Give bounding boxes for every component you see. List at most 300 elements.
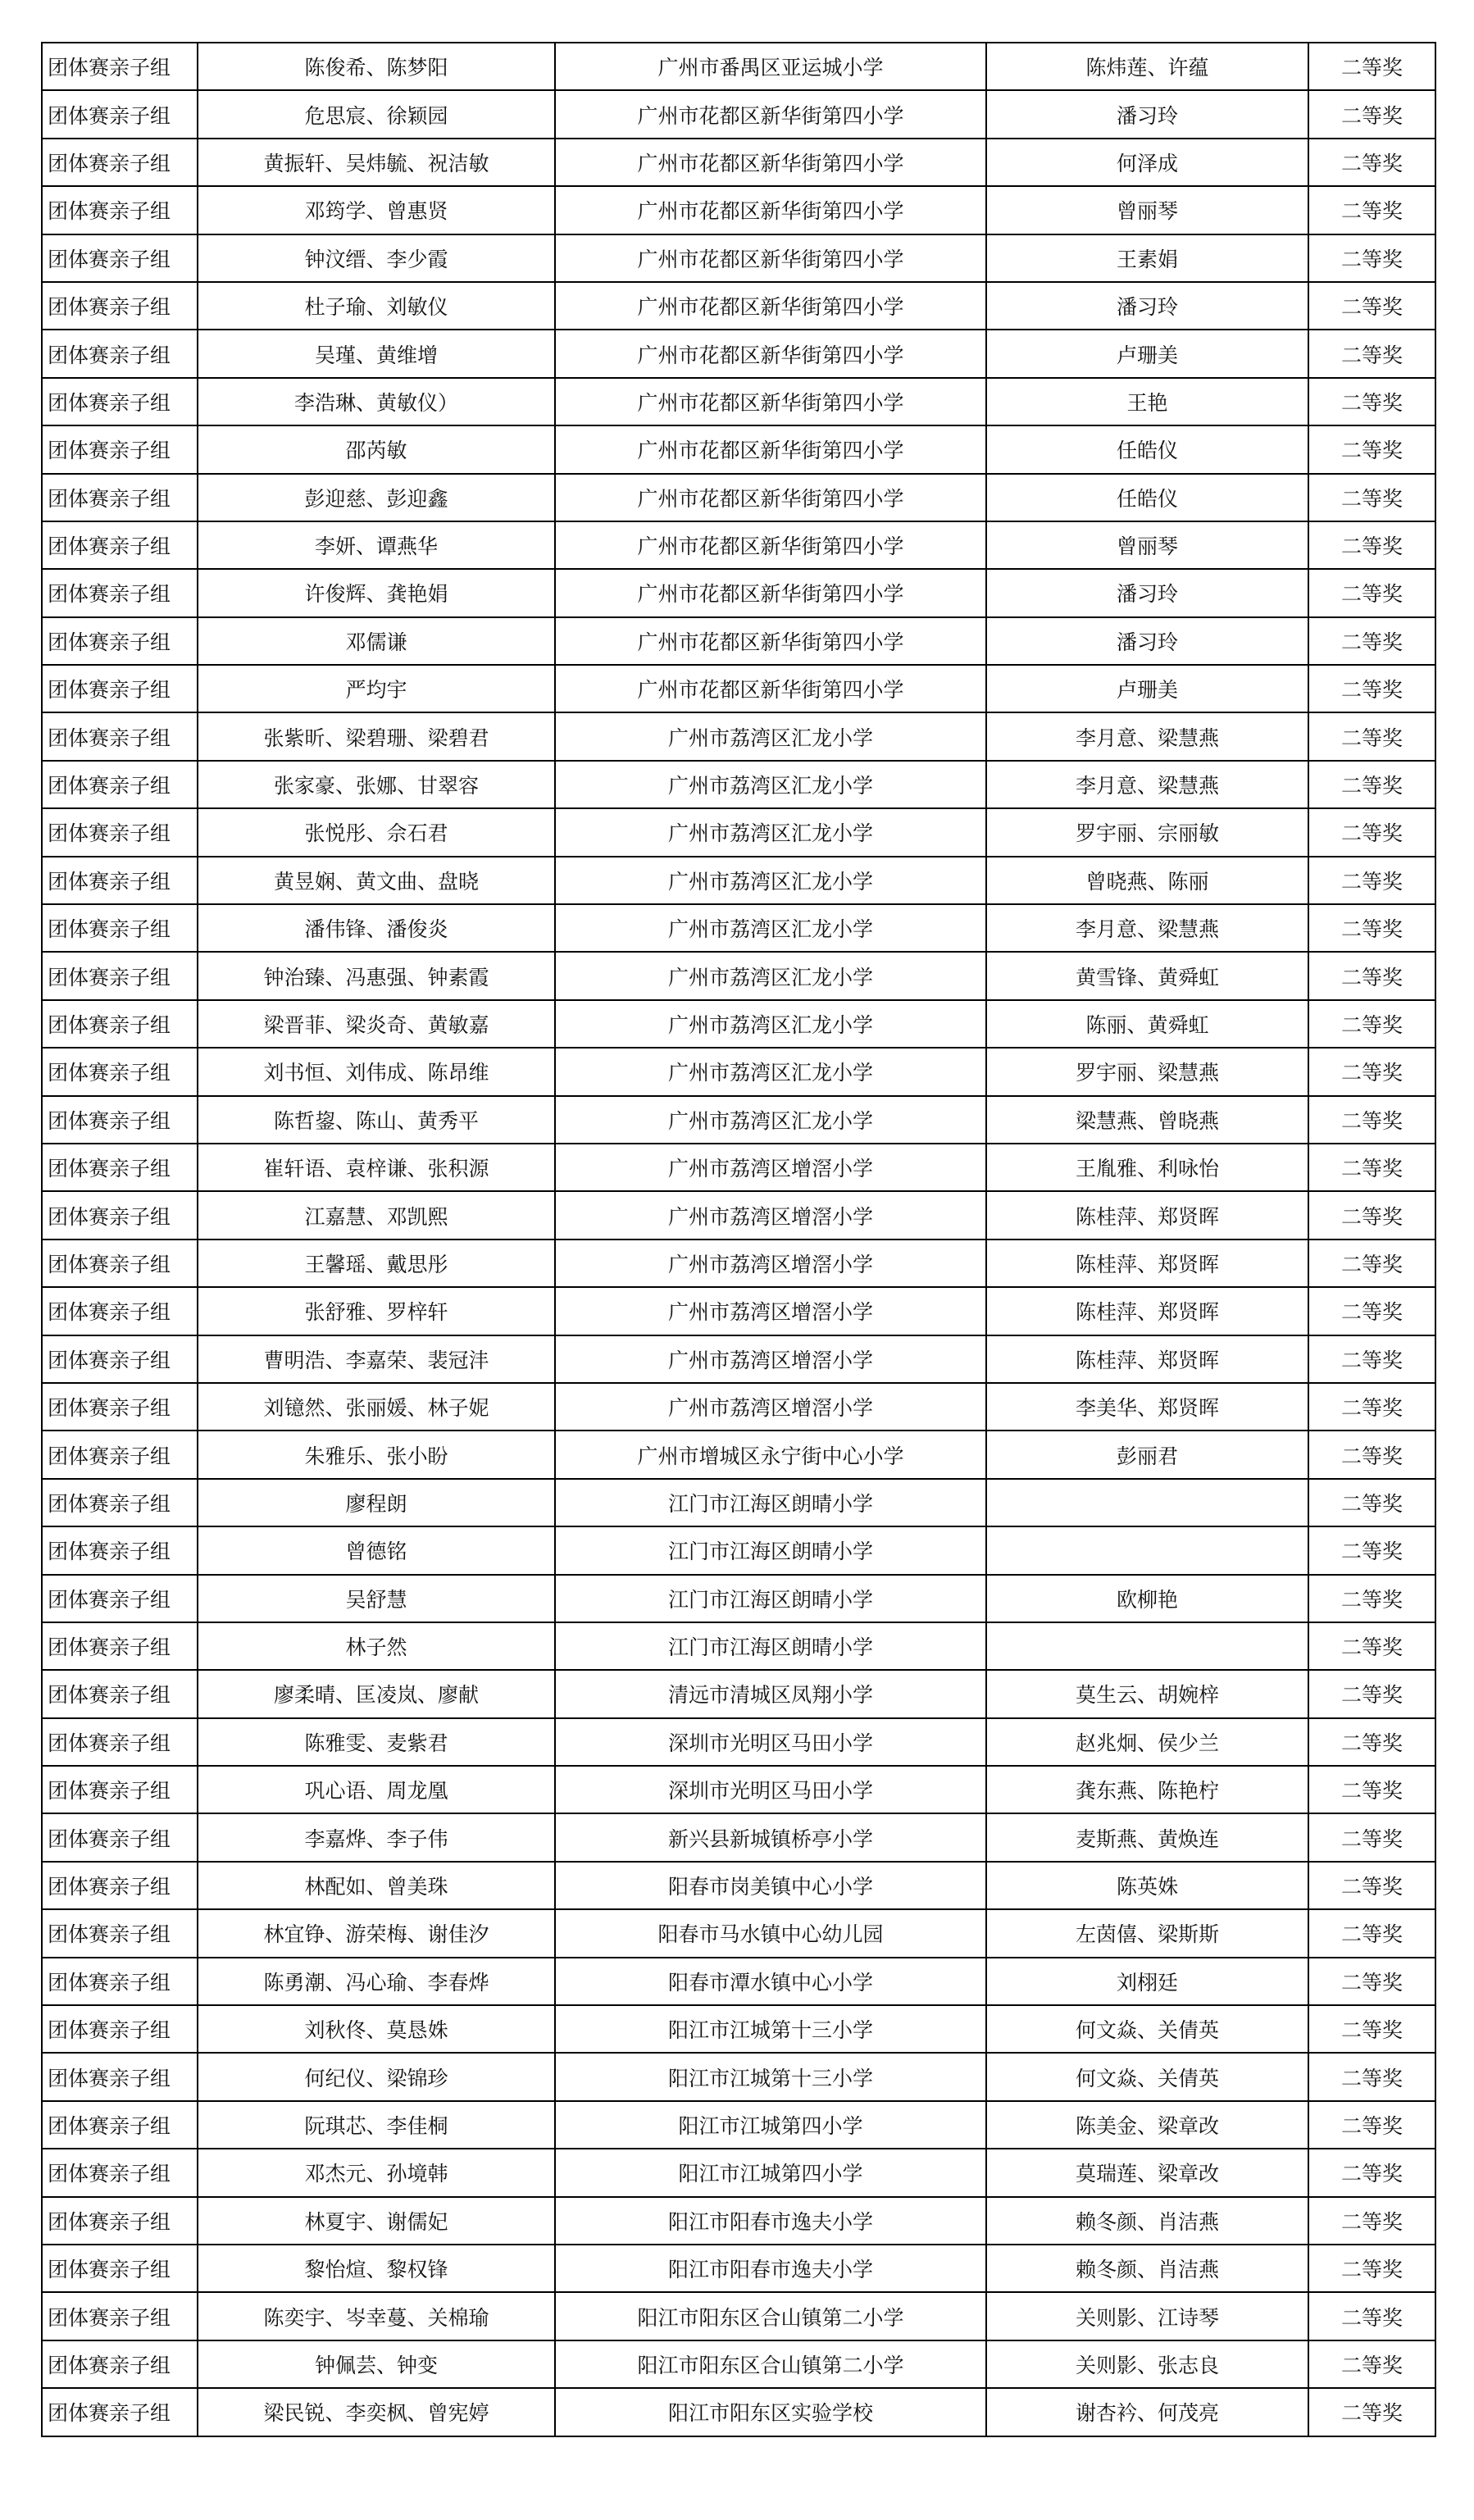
award-cell: 二等奖 [1308,1287,1435,1335]
teacher-cell: 龚东燕、陈艳柠 [986,1766,1308,1813]
table-row [42,1048,1435,1095]
participant-names-cell: 李妍、谭燕华 [198,521,555,569]
school-cell: 广州市花都区新华街第四小学 [555,521,986,569]
award-cell: 二等奖 [1308,1144,1435,1191]
school-cell: 阳江市江城第十三小学 [555,2053,986,2100]
teacher-cell: 潘习玲 [986,569,1308,616]
teacher-cell: 何泽成 [986,139,1308,186]
teacher-cell: 李月意、梁慧燕 [986,761,1308,808]
participant-names-cell: 梁晋菲、梁炎奇、黄敏嘉 [198,1000,555,1048]
category-cell: 团体赛亲子组 [42,425,198,473]
table-row [42,1622,1435,1670]
award-cell: 二等奖 [1308,330,1435,377]
category-cell: 团体赛亲子组 [42,139,198,186]
teacher-cell: 赵兆炯、侯少兰 [986,1718,1308,1766]
award-cell: 二等奖 [1308,1526,1435,1574]
table-row [42,2340,1435,2388]
table-row [42,665,1435,712]
participant-names-cell: 廖程朗 [198,1479,555,1526]
school-cell: 深圳市光明区马田小学 [555,1766,986,1813]
award-cell: 二等奖 [1308,2340,1435,2388]
participant-names-cell: 李嘉烨、李子伟 [198,1813,555,1861]
award-cell: 二等奖 [1308,1575,1435,1622]
teacher-cell: 欧柳艳 [986,1575,1308,1622]
table-row [42,904,1435,952]
school-cell: 广州市荔湾区增滘小学 [555,1144,986,1191]
teacher-cell: 陈英姝 [986,1862,1308,1909]
category-cell: 团体赛亲子组 [42,808,198,856]
table-row [42,90,1435,138]
table-row [42,282,1435,330]
participant-names-cell: 崔轩语、袁梓谦、张积源 [198,1144,555,1191]
teacher-cell: 谢杏衿、何茂亮 [986,2388,1308,2436]
table-row [42,617,1435,665]
category-cell: 团体赛亲子组 [42,2197,198,2245]
award-cell: 二等奖 [1308,808,1435,856]
participant-names-cell: 钟汶缙、李少霞 [198,234,555,282]
teacher-cell: 曾丽琴 [986,186,1308,234]
participant-names-cell: 钟佩芸、钟变 [198,2340,555,2388]
teacher-cell: 曾晓燕、陈丽 [986,857,1308,904]
school-cell: 广州市荔湾区汇龙小学 [555,1096,986,1144]
participant-names-cell: 张家豪、张娜、甘翠容 [198,761,555,808]
school-cell: 阳春市岗美镇中心小学 [555,1862,986,1909]
category-cell: 团体赛亲子组 [42,378,198,425]
category-cell: 团体赛亲子组 [42,1383,198,1431]
category-cell: 团体赛亲子组 [42,1287,198,1335]
participant-names-cell: 廖柔晴、匡凌岚、廖献 [198,1670,555,1717]
award-cell: 二等奖 [1308,1766,1435,1813]
category-cell: 团体赛亲子组 [42,761,198,808]
table-row [42,425,1435,473]
participant-names-cell: 吴瑾、黄维增 [198,330,555,377]
school-cell: 阳江市江城第四小学 [555,2101,986,2149]
participant-names-cell: 杜子瑜、刘敏仪 [198,282,555,330]
school-cell: 广州市番禺区亚运城小学 [555,43,986,90]
award-cell: 二等奖 [1308,712,1435,760]
table-row [42,761,1435,808]
school-cell: 广州市荔湾区汇龙小学 [555,1048,986,1095]
participant-names-cell: 邓筠学、曾惠贤 [198,186,555,234]
category-cell: 团体赛亲子组 [42,952,198,999]
school-cell: 阳江市阳春市逸夫小学 [555,2245,986,2292]
school-cell: 广州市花都区新华街第四小学 [555,378,986,425]
school-cell: 广州市荔湾区增滘小学 [555,1191,986,1239]
participant-names-cell: 曹明浩、李嘉荣、裴冠沣 [198,1335,555,1383]
school-cell: 新兴县新城镇桥亭小学 [555,1813,986,1861]
school-cell: 广州市荔湾区增滘小学 [555,1383,986,1431]
category-cell: 团体赛亲子组 [42,1670,198,1717]
category-cell: 团体赛亲子组 [42,521,198,569]
school-cell: 江门市江海区朗晴小学 [555,1622,986,1670]
school-cell: 广州市花都区新华街第四小学 [555,90,986,138]
category-cell: 团体赛亲子组 [42,1526,198,1574]
teacher-cell: 任皓仪 [986,474,1308,521]
category-cell: 团体赛亲子组 [42,2149,198,2196]
teacher-cell: 陈桂萍、郑贤晖 [986,1191,1308,1239]
award-cell: 二等奖 [1308,2053,1435,2100]
award-cell: 二等奖 [1308,282,1435,330]
category-cell: 团体赛亲子组 [42,1766,198,1813]
school-cell: 阳江市阳东区合山镇第二小学 [555,2340,986,2388]
table-row [42,1000,1435,1048]
category-cell: 团体赛亲子组 [42,2053,198,2100]
table-row [42,2101,1435,2149]
award-table-body [42,43,1435,2436]
table-row [42,1431,1435,1478]
teacher-cell: 罗宇丽、梁慧燕 [986,1048,1308,1095]
table-row [42,1718,1435,1766]
teacher-cell: 李月意、梁慧燕 [986,904,1308,952]
teacher-cell: 陈桂萍、郑贤晖 [986,1335,1308,1383]
category-cell: 团体赛亲子组 [42,1622,198,1670]
table-row [42,2245,1435,2292]
category-cell: 团体赛亲子组 [42,1335,198,1383]
table-row [42,712,1435,760]
participant-names-cell: 林夏宇、谢儒妃 [198,2197,555,2245]
table-row [42,1240,1435,1287]
award-cell: 二等奖 [1308,617,1435,665]
school-cell: 阳江市阳春市逸夫小学 [555,2197,986,2245]
award-cell: 二等奖 [1308,1240,1435,1287]
table-row [42,378,1435,425]
table-row [42,1191,1435,1239]
teacher-cell: 曾丽琴 [986,521,1308,569]
award-cell: 二等奖 [1308,43,1435,90]
teacher-cell: 赖冬颜、肖洁燕 [986,2197,1308,2245]
category-cell: 团体赛亲子组 [42,474,198,521]
participant-names-cell: 吴舒慧 [198,1575,555,1622]
award-cell: 二等奖 [1308,1670,1435,1717]
school-cell: 广州市花都区新华街第四小学 [555,425,986,473]
participant-names-cell: 陈雅雯、麦紫君 [198,1718,555,1766]
school-cell: 广州市荔湾区汇龙小学 [555,761,986,808]
school-cell: 广州市荔湾区汇龙小学 [555,808,986,856]
category-cell: 团体赛亲子组 [42,2292,198,2340]
award-cell: 二等奖 [1308,1096,1435,1144]
participant-names-cell: 危思宸、徐颖园 [198,90,555,138]
award-cell: 二等奖 [1308,1479,1435,1526]
award-cell: 二等奖 [1308,1431,1435,1478]
category-cell: 团体赛亲子组 [42,1144,198,1191]
participant-names-cell: 张紫昕、梁碧珊、梁碧君 [198,712,555,760]
school-cell: 广州市荔湾区增滘小学 [555,1335,986,1383]
participant-names-cell: 曾德铭 [198,1526,555,1574]
award-cell: 二等奖 [1308,952,1435,999]
teacher-cell [986,1622,1308,1670]
category-cell: 团体赛亲子组 [42,1813,198,1861]
participant-names-cell: 林宜铮、游荣梅、谢佳汐 [198,1909,555,1957]
teacher-cell: 彭丽君 [986,1431,1308,1478]
table-row [42,2053,1435,2100]
table-row [42,139,1435,186]
category-cell: 团体赛亲子组 [42,1191,198,1239]
award-cell: 二等奖 [1308,425,1435,473]
table-row [42,474,1435,521]
teacher-cell: 陈丽、黄舜虹 [986,1000,1308,1048]
category-cell: 团体赛亲子组 [42,1862,198,1909]
teacher-cell: 王艳 [986,378,1308,425]
school-cell: 广州市荔湾区汇龙小学 [555,1000,986,1048]
table-row [42,1670,1435,1717]
award-cell: 二等奖 [1308,2292,1435,2340]
category-cell: 团体赛亲子组 [42,43,198,90]
table-row [42,1575,1435,1622]
school-cell: 江门市江海区朗晴小学 [555,1479,986,1526]
participant-names-cell: 刘镱然、张丽媛、林子妮 [198,1383,555,1431]
school-cell: 广州市花都区新华街第四小学 [555,330,986,377]
award-cell: 二等奖 [1308,1813,1435,1861]
category-cell: 团体赛亲子组 [42,330,198,377]
school-cell: 广州市荔湾区汇龙小学 [555,952,986,999]
category-cell: 团体赛亲子组 [42,1958,198,2005]
participant-names-cell: 李浩琳、黄敏仪） [198,378,555,425]
award-cell: 二等奖 [1308,2101,1435,2149]
participant-names-cell: 陈勇潮、冯心瑜、李春烨 [198,1958,555,2005]
school-cell: 阳江市阳东区实验学校 [555,2388,986,2436]
participant-names-cell: 阮琪芯、李佳桐 [198,2101,555,2149]
participant-names-cell: 张悦彤、佘石君 [198,808,555,856]
award-cell: 二等奖 [1308,569,1435,616]
category-cell: 团体赛亲子组 [42,712,198,760]
participant-names-cell: 梁民锐、李奕枫、曾宪婷 [198,2388,555,2436]
teacher-cell: 刘栩廷 [986,1958,1308,2005]
award-cell: 二等奖 [1308,761,1435,808]
school-cell: 广州市花都区新华街第四小学 [555,282,986,330]
participant-names-cell: 彭迎慈、彭迎鑫 [198,474,555,521]
category-cell: 团体赛亲子组 [42,665,198,712]
award-cell: 二等奖 [1308,186,1435,234]
school-cell: 广州市增城区永宁街中心小学 [555,1431,986,1478]
teacher-cell: 潘习玲 [986,617,1308,665]
teacher-cell: 王胤雅、利咏怡 [986,1144,1308,1191]
table-row [42,2292,1435,2340]
award-cell: 二等奖 [1308,904,1435,952]
teacher-cell: 卢珊美 [986,665,1308,712]
category-cell: 团体赛亲子组 [42,1575,198,1622]
category-cell: 团体赛亲子组 [42,2245,198,2292]
category-cell: 团体赛亲子组 [42,1048,198,1095]
teacher-cell: 左茵僖、梁斯斯 [986,1909,1308,1957]
school-cell: 阳江市阳东区合山镇第二小学 [555,2292,986,2340]
teacher-cell: 卢珊美 [986,330,1308,377]
award-cell: 二等奖 [1308,2149,1435,2196]
category-cell: 团体赛亲子组 [42,1240,198,1287]
award-cell: 二等奖 [1308,857,1435,904]
school-cell: 广州市花都区新华街第四小学 [555,665,986,712]
category-cell: 团体赛亲子组 [42,617,198,665]
teacher-cell: 何文焱、关倩英 [986,2053,1308,2100]
award-cell: 二等奖 [1308,234,1435,282]
award-cell: 二等奖 [1308,665,1435,712]
award-cell: 二等奖 [1308,90,1435,138]
school-cell: 广州市荔湾区增滘小学 [555,1240,986,1287]
table-row [42,1526,1435,1574]
table-row [42,1144,1435,1191]
teacher-cell: 关则影、张志良 [986,2340,1308,2388]
school-cell: 广州市荔湾区汇龙小学 [555,712,986,760]
award-cell: 二等奖 [1308,1383,1435,1431]
participant-names-cell: 江嘉慧、邓凯熙 [198,1191,555,1239]
category-cell: 团体赛亲子组 [42,857,198,904]
award-cell: 二等奖 [1308,378,1435,425]
category-cell: 团体赛亲子组 [42,282,198,330]
category-cell: 团体赛亲子组 [42,904,198,952]
category-cell: 团体赛亲子组 [42,1479,198,1526]
table-row [42,2197,1435,2245]
award-cell: 二等奖 [1308,1862,1435,1909]
award-cell: 二等奖 [1308,1191,1435,1239]
teacher-cell: 任皓仪 [986,425,1308,473]
participant-names-cell: 王馨瑶、戴思彤 [198,1240,555,1287]
teacher-cell: 麦斯燕、黄焕连 [986,1813,1308,1861]
teacher-cell: 陈炜莲、许蕴 [986,43,1308,90]
table-row [42,234,1435,282]
award-cell: 二等奖 [1308,2197,1435,2245]
teacher-cell [986,1526,1308,1574]
school-cell: 广州市花都区新华街第四小学 [555,186,986,234]
participant-names-cell: 陈奕宇、岑幸蔓、关棉瑜 [198,2292,555,2340]
award-cell: 二等奖 [1308,2388,1435,2436]
category-cell: 团体赛亲子组 [42,1096,198,1144]
school-cell: 江门市江海区朗晴小学 [555,1526,986,1574]
category-cell: 团体赛亲子组 [42,234,198,282]
category-cell: 团体赛亲子组 [42,2388,198,2436]
category-cell: 团体赛亲子组 [42,2340,198,2388]
award-cell: 二等奖 [1308,2005,1435,2053]
teacher-cell [986,1479,1308,1526]
school-cell: 广州市荔湾区汇龙小学 [555,857,986,904]
school-cell: 广州市花都区新华街第四小学 [555,474,986,521]
participant-names-cell: 邓儒谦 [198,617,555,665]
table-row [42,857,1435,904]
category-cell: 团体赛亲子组 [42,186,198,234]
teacher-cell: 莫瑞莲、梁章改 [986,2149,1308,2196]
table-row [42,521,1435,569]
award-cell: 二等奖 [1308,1000,1435,1048]
teacher-cell: 李月意、梁慧燕 [986,712,1308,760]
table-row [42,569,1435,616]
school-cell: 广州市花都区新华街第四小学 [555,569,986,616]
table-row [42,1909,1435,1957]
teacher-cell: 何文焱、关倩英 [986,2005,1308,2053]
participant-names-cell: 邓杰元、孙境韩 [198,2149,555,2196]
award-cell: 二等奖 [1308,1622,1435,1670]
award-cell: 二等奖 [1308,521,1435,569]
participant-names-cell: 陈哲鋆、陈山、黄秀平 [198,1096,555,1144]
award-cell: 二等奖 [1308,1718,1435,1766]
school-cell: 阳江市江城第四小学 [555,2149,986,2196]
school-cell: 广州市花都区新华街第四小学 [555,139,986,186]
teacher-cell: 罗宇丽、宗丽敏 [986,808,1308,856]
school-cell: 深圳市光明区马田小学 [555,1718,986,1766]
category-cell: 团体赛亲子组 [42,1000,198,1048]
participant-names-cell: 邵芮敏 [198,425,555,473]
table-row [42,1813,1435,1861]
table-row [42,1958,1435,2005]
award-table [41,42,1436,2437]
award-cell: 二等奖 [1308,139,1435,186]
table-row [42,1862,1435,1909]
school-cell: 阳春市潭水镇中心小学 [555,1958,986,2005]
participant-names-cell: 钟治臻、冯惠强、钟素霞 [198,952,555,999]
teacher-cell: 陈美金、梁章改 [986,2101,1308,2149]
participant-names-cell: 林配如、曾美珠 [198,1862,555,1909]
participant-names-cell: 巩心语、周龙凰 [198,1766,555,1813]
teacher-cell: 莫生云、胡婉梓 [986,1670,1308,1717]
table-row [42,1096,1435,1144]
participant-names-cell: 刘书恒、刘伟成、陈昂维 [198,1048,555,1095]
table-row [42,952,1435,999]
table-row [42,43,1435,90]
participant-names-cell: 黎怡煊、黎权锋 [198,2245,555,2292]
award-cell: 二等奖 [1308,1909,1435,1957]
participant-names-cell: 陈俊希、陈梦阳 [198,43,555,90]
participant-names-cell: 朱雅乐、张小盼 [198,1431,555,1478]
school-cell: 清远市清城区凤翔小学 [555,1670,986,1717]
table-row [42,1335,1435,1383]
category-cell: 团体赛亲子组 [42,1909,198,1957]
participant-names-cell: 何纪仪、梁锦珍 [198,2053,555,2100]
table-row [42,330,1435,377]
category-cell: 团体赛亲子组 [42,1431,198,1478]
participant-names-cell: 张舒雅、罗梓轩 [198,1287,555,1335]
category-cell: 团体赛亲子组 [42,1718,198,1766]
teacher-cell: 潘习玲 [986,282,1308,330]
school-cell: 广州市荔湾区汇龙小学 [555,904,986,952]
table-row [42,1766,1435,1813]
teacher-cell: 潘习玲 [986,90,1308,138]
school-cell: 阳春市马水镇中心幼儿园 [555,1909,986,1957]
award-cell: 二等奖 [1308,474,1435,521]
table-row [42,2005,1435,2053]
award-cell: 二等奖 [1308,1958,1435,2005]
award-cell: 二等奖 [1308,2245,1435,2292]
school-cell: 阳江市江城第十三小学 [555,2005,986,2053]
category-cell: 团体赛亲子组 [42,90,198,138]
award-cell: 二等奖 [1308,1048,1435,1095]
table-row [42,1479,1435,1526]
participant-names-cell: 黄昱娴、黄文曲、盘晓 [198,857,555,904]
teacher-cell: 陈桂萍、郑贤晖 [986,1240,1308,1287]
school-cell: 广州市花都区新华街第四小学 [555,234,986,282]
table-row [42,2388,1435,2436]
school-cell: 广州市荔湾区增滘小学 [555,1287,986,1335]
table-row [42,808,1435,856]
school-cell: 江门市江海区朗晴小学 [555,1575,986,1622]
school-cell: 广州市花都区新华街第四小学 [555,617,986,665]
teacher-cell: 梁慧燕、曾晓燕 [986,1096,1308,1144]
participant-names-cell: 刘秋佟、莫恳姝 [198,2005,555,2053]
participant-names-cell: 黄振轩、吴炜毓、祝洁敏 [198,139,555,186]
participant-names-cell: 林子然 [198,1622,555,1670]
category-cell: 团体赛亲子组 [42,2101,198,2149]
table-row [42,186,1435,234]
participant-names-cell: 许俊辉、龚艳娟 [198,569,555,616]
teacher-cell: 王素娟 [986,234,1308,282]
category-cell: 团体赛亲子组 [42,2005,198,2053]
participant-names-cell: 潘伟锋、潘俊炎 [198,904,555,952]
table-row [42,2149,1435,2196]
table-row [42,1383,1435,1431]
teacher-cell: 李美华、郑贤晖 [986,1383,1308,1431]
teacher-cell: 关则影、江诗琴 [986,2292,1308,2340]
teacher-cell: 赖冬颜、肖洁燕 [986,2245,1308,2292]
table-row [42,1287,1435,1335]
teacher-cell: 黄雪锋、黄舜虹 [986,952,1308,999]
category-cell: 团体赛亲子组 [42,569,198,616]
participant-names-cell: 严均宇 [198,665,555,712]
